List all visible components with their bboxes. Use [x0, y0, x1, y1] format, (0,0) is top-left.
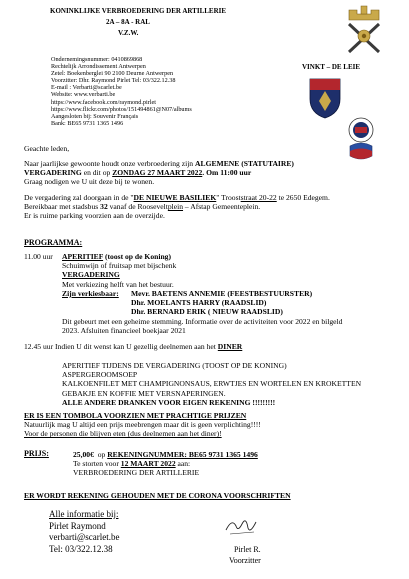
vergadering-label: VERGADERING [62, 270, 120, 280]
meeting-name: ALGEMENE (STATUTAIRE) [195, 159, 294, 168]
registration-line: Ondernemingsnummer: 0410869868 [51, 56, 143, 63]
diner-menu [62, 361, 361, 407]
kandidaten-list [131, 289, 312, 317]
flag-emblem-icon [348, 142, 374, 160]
kandidaat-item: Mevr. BAETENS ANNEMIE (FEESTBESTUURSTER) [131, 289, 313, 298]
shield-icon [308, 77, 342, 119]
verkiezing-text: Met verkiezing helft van het bestuur. [62, 279, 174, 289]
corona-notice: ER WORDT REKENING GEHOUDEN MET DE CORONA VOORSCHRIFTEN [24, 491, 291, 500]
bus-number: 32 [100, 202, 108, 212]
registration-details [51, 56, 192, 127]
location-text: " Troost [216, 193, 241, 202]
stemming-line: Dit gebeurt met een geheime stemming. Informatie over de activiteiten voor 2022 en bilgeld [62, 317, 343, 326]
storten-deadline: 12 MAART 2022 [120, 459, 176, 469]
kandidaten-label: Zijn verkiesbaar: [62, 289, 119, 298]
kandidaat-item: Dhr. BERNARD ERIK ( NIEUW RAADSLID) [131, 307, 283, 317]
registration-website[interactable]: Website: www.verbarti.be [51, 91, 116, 99]
stemming-line: 2023. Afsluiten financieel boekjaar 2021 [62, 326, 186, 336]
signature-icon [222, 514, 262, 538]
venue-street: straat 20-22 [240, 193, 277, 202]
rekeningnummer: REKENINGNUMMER: BE65 9731 1365 1496 [107, 450, 258, 459]
tombola-section [24, 411, 261, 439]
registration-line: Voorzitter: Dhr. Raymond Pirlet Tel: 03/322.12.38 [51, 77, 176, 85]
intro-text: Naar jaarlijkse gewoonte houdt onze verbroedering zijn [24, 159, 196, 168]
diner-intro-text: 12.45 uur Indien U dit wenst kan U gezellig deelnemen aan het [24, 342, 218, 351]
contact-label: Alle informatie bij: [49, 509, 119, 519]
prijs-amount: 25,00€ [73, 450, 94, 459]
prijs-text: op [97, 450, 108, 459]
location-text: plein [167, 202, 184, 212]
menu-item: KALKOENFILET MET CHAMPIGNONSAUS, ERWTJES EN WORTELEN EN KROKETTEN [62, 379, 362, 389]
parking-note: Er is ruime parking voorzien aan de overzijde. [24, 211, 165, 221]
location-text: De vergadering zal doorgaan in de " [24, 193, 134, 202]
signature-role: Voorzitter [229, 556, 261, 565]
registration-line: Aangesloten bij: Souvenir Français [51, 112, 139, 120]
greeting: Geachte leden, [24, 144, 70, 153]
kandidaat-item: Dhr. MOELANTS HARRY (RAADSLID) [131, 298, 267, 308]
menu-item: GEBAKJE EN KOFFIE MET VERSNAPERINGEN. [62, 388, 226, 398]
diner-intro [24, 342, 242, 351]
location-paragraph [24, 193, 330, 221]
org-legal-form: V.Z.W. [118, 29, 139, 37]
contact-name: Pirlet Raymond [49, 520, 106, 531]
location-text: vanaf de Roosevelt [107, 202, 168, 212]
tombola-diner-note: Voor de personen die blijven eten (dus deelnemen aan het diner)! [24, 429, 222, 439]
intro-invite: Graag nodigen we U uit deze bij te wonen. [24, 177, 155, 187]
location-text: Bereikbaar met stadsbus [24, 202, 101, 212]
org-name: KONINKLIJKE VERBROEDERING DER ARTILLERIE [50, 7, 227, 15]
contact-phone: Tel: 03/322.12.38 [49, 543, 113, 554]
contact-email[interactable]: verbarti@scarlet.be [49, 532, 120, 542]
dranken-note: ALLE ANDERE DRANKEN VOOR EIGEN REKENING !!!!!!!!! [62, 397, 276, 407]
registration-line: Rechtelijk Arrondissement Antwerpen [51, 63, 146, 71]
tombola-title: ER IS EEN TOMBOLA VOORZIEN MET PRACHTIGE PRIJZEN [24, 411, 247, 420]
registration-flickr[interactable]: https://www.flickr.com/photos/151494861@N07/albums [51, 105, 192, 113]
tombola-note: Natuurlijk mag U altijd een prijs meebrengen maar dit is geen verplichting!!!! [24, 420, 261, 430]
meeting-date: ZONDAG 27 MAART 2022 [112, 168, 203, 178]
registration-bank: Bank: BE65 9731 1365 1496 [51, 119, 124, 127]
registration-line: Zetel: Boekenberglei 90 2100 Deurne Antwerpen [51, 70, 174, 78]
stemming-text [62, 317, 342, 335]
intro-text: en dit op [81, 168, 113, 178]
artillery-crest-icon [343, 4, 385, 56]
location-text: te 2650 Edegem. [276, 193, 330, 202]
prijs-text: Te storten voor [73, 459, 121, 469]
programma-time: 11.00 uur [24, 252, 53, 261]
aperitief-detail: (toost op de Koning) [103, 252, 172, 261]
programma-title: PROGRAMMA: [24, 238, 83, 247]
meeting-time: . Om 11:00 uur [202, 168, 252, 178]
schuimwijn-text: Schuimwijn of fruitsap met bijschenk [62, 261, 177, 271]
prijs-label: PRIJS: [24, 449, 49, 458]
menu-item: APERITIEF TIJDENS DE VERGADERING (TOOST OP DE KONING) [62, 361, 287, 370]
menu-item: ASPERGEROOMSOEP [62, 370, 138, 380]
venue-name: DE NIEUWE BASILIEK [133, 193, 217, 202]
registration-email[interactable]: E-mail : Verbarti@scarlet.be [51, 84, 122, 92]
org-units: 2A – 8A - RAL [106, 18, 150, 26]
diner-label: DINER [217, 342, 243, 351]
prijs-details [73, 450, 258, 478]
intro-paragraph [24, 159, 294, 187]
location-text: – Afstap Gemeenteplein. [183, 202, 261, 212]
medallion-icon [348, 117, 374, 143]
meeting-name-cont: VERGADERING [24, 168, 82, 178]
contact-block [49, 509, 120, 555]
begunstigde: VERBROEDERING DER ARTILLERIE [73, 468, 200, 478]
programma-items [62, 252, 176, 289]
prijs-text: aan: [175, 459, 191, 469]
signature-name: Pirlet R. [234, 545, 261, 554]
crest-label: VINKT – DE LEIE [302, 63, 361, 71]
aperitief-label: APERITIEF [62, 252, 104, 261]
registration-facebook[interactable]: https://www.facebook.com/raymond.pirlet [51, 98, 156, 106]
